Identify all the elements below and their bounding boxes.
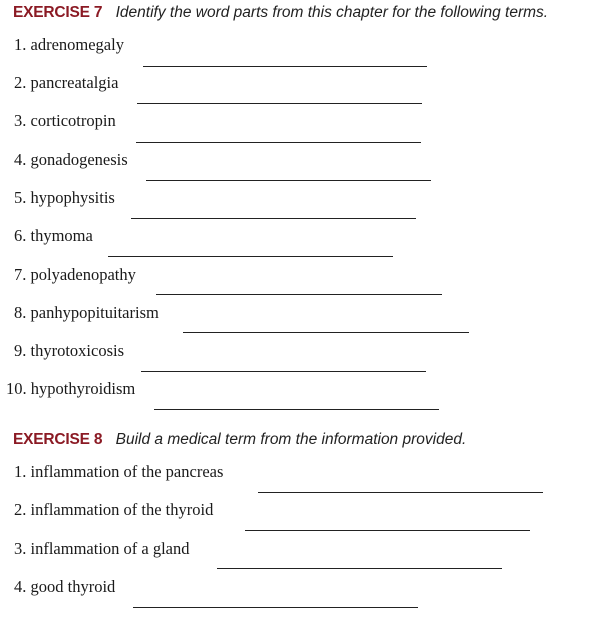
answer-blank-7-7[interactable] [156, 294, 442, 295]
item-term: inflammation of the pancreas [30, 462, 224, 481]
exercise-8-item-2 [14, 500, 213, 520]
item-number: 6. [14, 226, 27, 245]
answer-blank-7-8[interactable] [183, 332, 469, 333]
item-term: hypophysitis [30, 188, 115, 207]
item-number: 3. [14, 111, 27, 130]
item-term: adrenomegaly [30, 35, 124, 54]
exercise-8-instruction: Build a medical term from the information provided. [115, 431, 467, 448]
item-term: thyrotoxicosis [30, 341, 124, 360]
exercise-7-item-6 [14, 226, 93, 246]
answer-blank-7-6[interactable] [108, 256, 393, 257]
item-number: 1. [14, 35, 27, 54]
answer-blank-8-4[interactable] [133, 607, 418, 608]
item-number: 10. [6, 379, 27, 398]
item-number: 8. [14, 303, 27, 322]
item-term: pancreatalgia [30, 73, 119, 92]
answer-blank-8-2[interactable] [245, 530, 530, 531]
exercise-7-item-10 [6, 379, 135, 399]
item-number: 7. [14, 265, 27, 284]
exercise-8-item-4 [14, 577, 115, 597]
answer-blank-8-1[interactable] [258, 492, 543, 493]
answer-blank-7-10[interactable] [154, 409, 439, 410]
item-number: 4. [14, 577, 27, 596]
answer-blank-7-4[interactable] [146, 180, 431, 181]
exercise-7-item-5 [14, 188, 115, 208]
exercise-7-item-7 [14, 265, 136, 285]
exercise-7-instruction: Identify the word parts from this chapter for the following terms. [115, 4, 549, 21]
answer-blank-7-1[interactable] [143, 66, 427, 67]
item-number: 9. [14, 341, 27, 360]
answer-blank-8-3[interactable] [217, 568, 502, 569]
item-term: inflammation of a gland [30, 539, 190, 558]
item-term: panhypopituitarism [30, 303, 159, 322]
item-term: hypothyroidism [30, 379, 136, 398]
exercise-8-item-3 [14, 539, 190, 559]
item-term: polyadenopathy [30, 265, 136, 284]
exercise-7-item-4 [14, 150, 128, 170]
exercise-7-item-8 [14, 303, 159, 323]
exercise-7-item-3 [14, 111, 116, 131]
item-number: 4. [14, 150, 27, 169]
item-number: 2. [14, 500, 27, 519]
answer-blank-7-3[interactable] [136, 142, 421, 143]
exercise-7-item-9 [14, 341, 124, 361]
item-number: 2. [14, 73, 27, 92]
exercise-8-item-1 [14, 462, 223, 482]
item-number: 3. [14, 539, 27, 558]
exercise-8-label: EXERCISE 8 [13, 431, 103, 448]
item-term: inflammation of the thyroid [30, 500, 214, 519]
item-term: corticotropin [30, 111, 116, 130]
answer-blank-7-9[interactable] [141, 371, 426, 372]
answer-blank-7-2[interactable] [137, 103, 422, 104]
item-term: thymoma [30, 226, 93, 245]
item-number: 5. [14, 188, 27, 207]
exercise-7-label: EXERCISE 7 [13, 4, 103, 21]
exercise-7-item-1 [14, 35, 124, 55]
exercise-7-item-2 [14, 73, 118, 93]
exercise-7-header [13, 4, 548, 22]
item-term: good thyroid [30, 577, 116, 596]
exercise-8-header [13, 431, 466, 449]
item-number: 1. [14, 462, 27, 481]
item-term: gonadogenesis [30, 150, 128, 169]
answer-blank-7-5[interactable] [131, 218, 416, 219]
